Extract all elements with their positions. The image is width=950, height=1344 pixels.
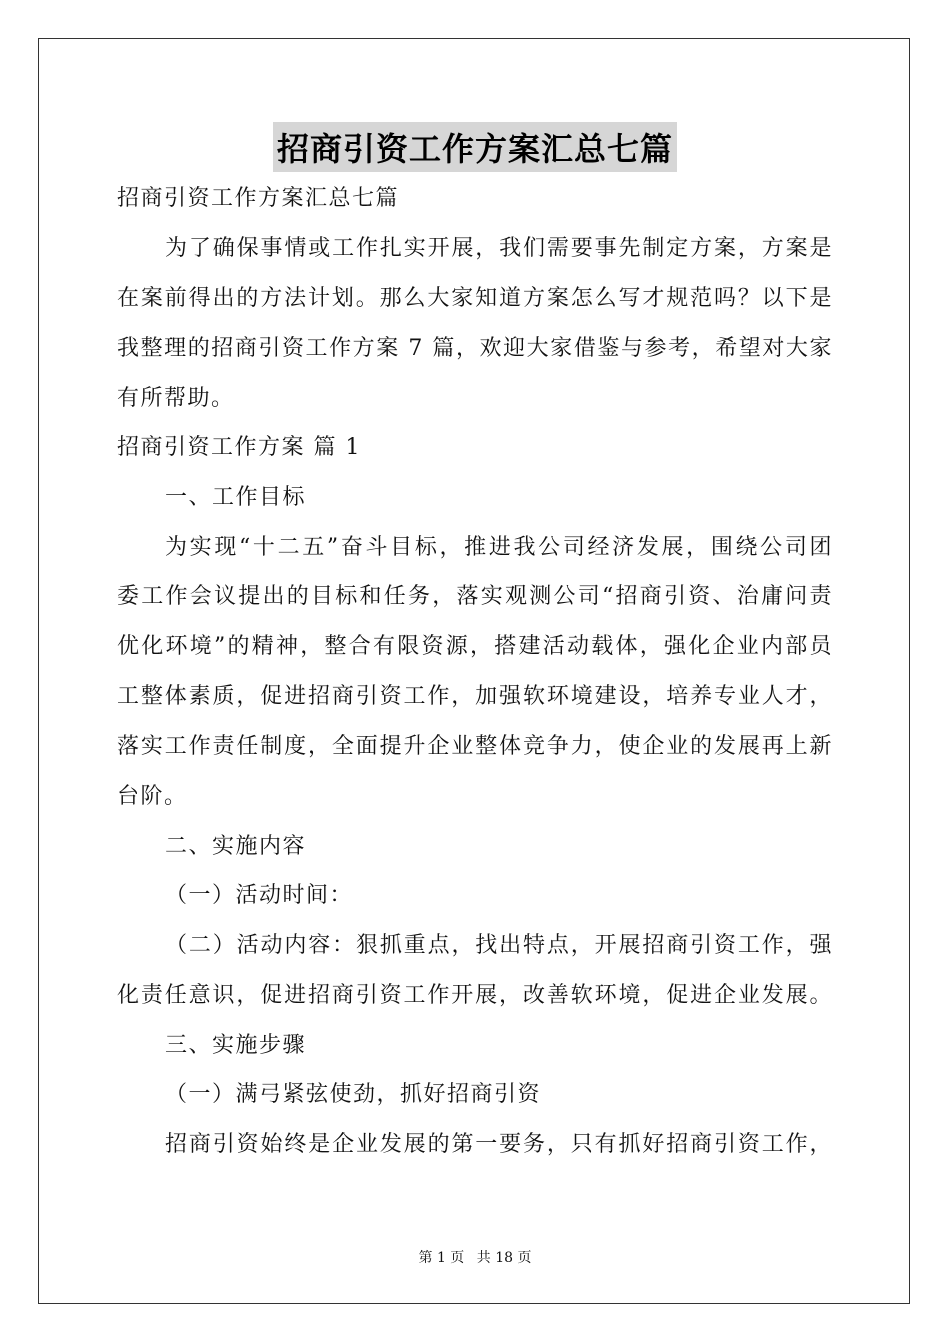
page-total: 共 18 页 [476,1250,532,1266]
subtitle-line: 招商引资工作方案汇总七篇 [117,186,400,211]
document-title: 招商引资工作方案汇总七篇 [273,122,677,172]
subsection-heading: 二、实施内容 [165,834,307,859]
body-line: 我整理的招商引资工作方案 7 篇，欢迎大家借鉴与参考，希望对大家 [117,336,833,361]
list-item: （一）满弓紧弦使劲，抓好招商引资 [165,1082,542,1107]
subsection-heading: 一、工作目标 [165,485,307,510]
body-line: 优化环境”的精神，整合有限资源，搭建活动载体，强化企业内部员 [117,634,833,659]
body-line: 委工作会议提出的目标和任务，落实观测公司“招商引资、治庸问责 [117,584,833,609]
body-line: （二）活动内容：狠抓重点，找出特点，开展招商引资工作，强 [165,933,833,958]
body-line: 招商引资始终是企业发展的第一要务，只有抓好招商引资工作， [165,1132,833,1157]
body-line: 工整体素质，促进招商引资工作，加强软环境建设，培养专业人才， [117,684,833,709]
body-line: 落实工作责任制度，全面提升企业整体竞争力，使企业的发展再上新 [117,734,833,759]
section-heading: 招商引资工作方案 篇 1 [117,435,361,460]
page-footer [0,1247,950,1267]
body-line: 为实现“十二五”奋斗目标，推进我公司经济发展，围绕公司团 [165,535,833,560]
body-line: 有所帮助。 [117,386,235,411]
body-line: 为了确保事情或工作扎实开展，我们需要事先制定方案，方案是 [165,236,833,261]
title-container [0,122,950,172]
page-border [38,38,910,1304]
body-line: 在案前得出的方法计划。那么大家知道方案怎么写才规范吗？以下是 [117,286,833,311]
body-line: 化责任意识，促进招商引资工作开展，改善软环境，促进企业发展。 [117,983,833,1008]
list-item: （一）活动时间： [165,883,354,908]
subsection-heading: 三、实施步骤 [165,1033,307,1058]
page-number: 第 1 页 [418,1250,465,1266]
body-line: 台阶。 [117,784,188,809]
